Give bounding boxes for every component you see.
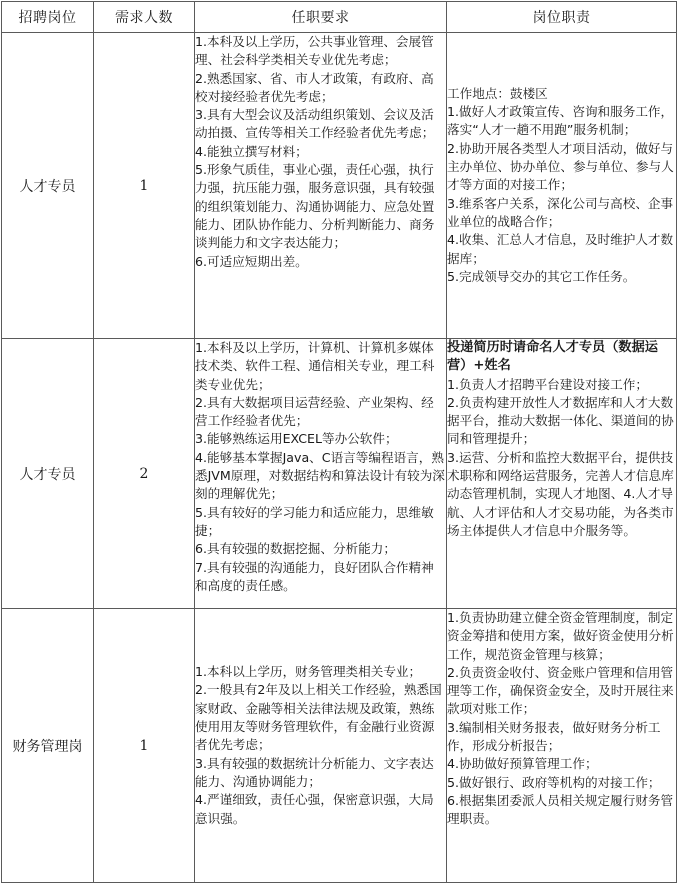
duty-item: 3.运营、分析和监控大数据平台，提供技术职称和网络运营服务，完善人才信息库动态管理机制，实现人才地图、4.人才导航、人才评估和人才交易功能，为各类市场主体提供人才信息中介服务等。 [447,449,674,538]
position-cell: 人才专员 [2,33,94,339]
duty-item: 3.维系客户关系，深化公司与高校、企事业单位的战略合作； [447,195,674,229]
duty-item: 2.负责构建开放性人才数据库和人才大数据平台，推动大数据一体化、渠道间的协同和管理提升； [447,394,674,447]
duty-item: 2.协助开展各类型人才项目活动，做好与主办单位、协办单位、参与单位、参与人才等方面的对接工作； [447,140,674,193]
requirements-cell [195,609,447,883]
requirement-item: 5.形象气质佳，事业心强，责任心强，执行力强，抗压能力强，服务意识强，具有较强的组织策划能力、沟通协调能力、应急处置能力、团队协作能力、分析判断能力、商务谈判能力和文字表达能力； [195,162,435,251]
duty-item: 工作地点：鼓楼区 [447,85,548,101]
count-cell: 1 [94,609,195,883]
requirement-item: 6.可适应短期出差。 [195,253,308,269]
requirement-item: 1.本科以上学历，财务管理类相关专业； [195,664,422,680]
duty-item: 4.协助做好预算管理工作； [447,756,598,772]
requirement-item: 4.严谨细致，责任心强，保密意识强，大局意识强。 [195,792,434,826]
requirement-item: 3.能够熟练运用EXCEL等办公软件； [195,431,398,447]
resume-naming-note: 投递简历时请命名人才专员（数据运营）+姓名 [447,340,658,374]
duty-item: 3.编制相关财务报表，做好财务分析工作，形成分析报告； [447,719,661,754]
table-row [2,609,677,883]
duty-item: 5.完成领导交办的其它工作任务。 [447,268,636,284]
recruitment-table [1,1,677,883]
duties-cell [447,609,677,883]
requirement-item: 4.能独立撰写材料； [195,143,308,159]
count-cell: 1 [94,33,195,339]
requirements-cell [195,339,447,609]
header-duties: 岗位职责 [447,2,677,33]
requirement-item: 1.本科及以上学历，计算机、计算机多媒体技术类、软件工程、通信相关专业，理工科类专业优先； [195,340,435,392]
duty-item: 5.做好银行、政府等机构的对接工作； [447,774,661,790]
duty-item: 2.负责资金收付、资金账户管理和信用管理等工作，确保资金安全，及时开展往来款项对账工作； [447,664,674,717]
duty-item: 1.负责协助建立健全资金管理制度，制定资金筹措和使用方案，做好资金使用分析工作，规范资金管理与核算； [447,610,674,662]
header-requirements: 任职要求 [195,2,447,33]
header-position: 招聘岗位 [2,2,94,33]
requirement-item: 2.熟悉国家、省、市人才政策，有政府、高校对接经验者优先考虑； [195,70,434,104]
requirement-item: 5.具有较好的学习能力和适应能力，思维敏捷； [195,504,434,538]
requirement-item: 4.能够基本掌握Java、C语言等编程语言，熟悉JVM原理，对数据结构和算法设计有较为深刻的理解优先； [195,449,445,502]
duty-item: 1.负责人才招聘平台建设对接工作； [447,376,648,392]
header-row [2,2,677,33]
requirement-item: 3.具有较强的数据统计分析能力、文字表达能力、沟通协调能力； [195,755,434,789]
requirement-item: 6.具有较强的数据挖掘、分析能力； [195,541,396,557]
duty-item: 1.做好人才政策宣传、咨询和服务工作，落实“人才一趟不用跑”服务机制； [447,104,674,138]
table-row [2,33,677,339]
header-count: 需求人数 [94,2,195,33]
requirement-item: 7.具有较强的沟通能力，良好团队合作精神和高度的责任感。 [195,559,434,593]
position-cell: 人才专员 [2,339,94,609]
requirement-item: 1.本科及以上学历，公共事业管理、会展管理、社会科学类相关专业优先考虑； [195,34,434,68]
position-cell: 财务管理岗 [2,609,94,883]
requirements-cell [195,33,447,339]
requirement-item: 3.具有大型会议及活动组织策划、会议及活动拍摄、宣传等相关工作经验者优先考虑； [195,107,435,141]
duties-cell [447,33,677,339]
requirement-item: 2.一般具有2年及以上相关工作经验，熟悉国家财政、金融等相关法律法规及政策，熟练使用用友等财务管理软件，有金融行业资源者优先考虑； [195,682,442,753]
duty-item: 4.收集、汇总人才信息，及时维护人才数据库； [447,232,674,266]
duty-item: 6.根据集团委派人员相关规定履行财务管理职责。 [447,792,674,827]
count-cell: 2 [94,339,195,609]
table-row [2,339,677,609]
duties-cell [447,339,677,609]
requirement-item: 2.具有大数据项目运营经验、产业架构、经营工作经验者优先； [195,394,434,429]
